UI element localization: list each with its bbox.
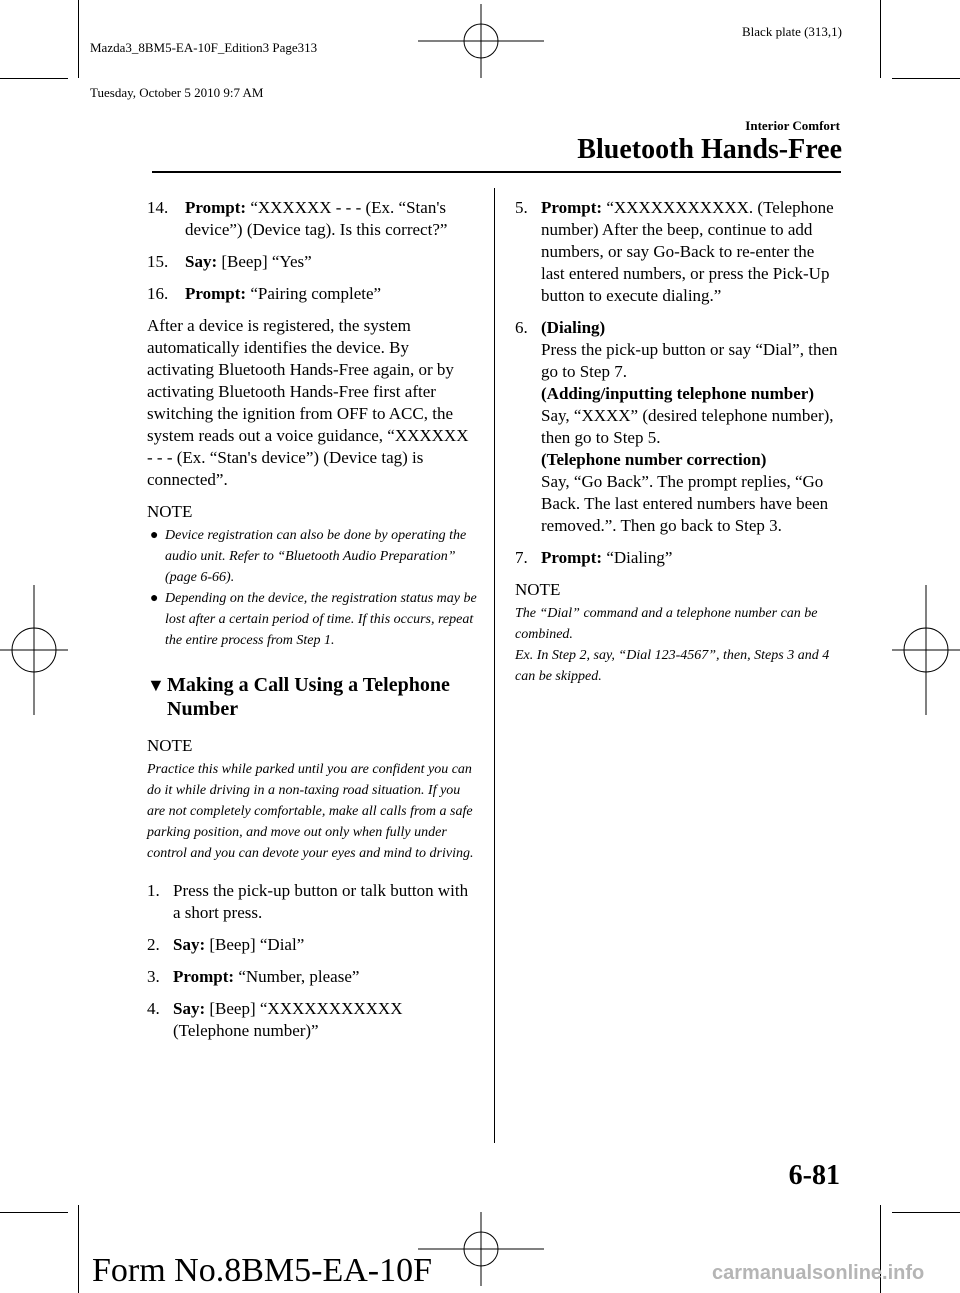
- crop-mark: [78, 0, 79, 78]
- note-text: The “Dial” command and a telephone number can be combined.: [515, 606, 818, 642]
- note-text: Practice this while parked until you are confident you can do it while driving in a non-taxing road situation. If you are not completely comfortable, make all calls from a safe parking position, and move out only when fully under control and you can devote your eyes and mind to driving.: [147, 762, 474, 861]
- step-6: [515, 317, 840, 537]
- step-text: “Dialing”: [606, 548, 673, 567]
- left-column: [147, 197, 477, 1052]
- registration-mark-right: [892, 585, 960, 715]
- note-heading: NOTE: [147, 736, 193, 755]
- note-bullet-text: Depending on the device, the registration status may be lost after a certain period of time. If this occurs, repeat the entire process from Step 1.: [165, 591, 477, 648]
- registration-mark-left: [0, 585, 68, 715]
- step-text: [Beep] “Dial”: [209, 935, 305, 954]
- page-number: 6-81: [788, 1160, 840, 1191]
- section-heading-text: Making a Call Using a Telephone Number: [167, 674, 450, 720]
- step-number: 15.: [147, 252, 169, 271]
- step-number: 3.: [147, 967, 160, 986]
- note-bullet-text: Device registration can also be done by operating the audio unit. Refer to “Bluetooth Audio Preparation” (page 6-66).: [165, 528, 467, 585]
- crop-mark: [880, 0, 881, 78]
- plate-label: Black plate (313,1): [742, 24, 842, 39]
- note-heading: NOTE: [147, 502, 193, 521]
- step-label: Prompt:: [173, 967, 235, 986]
- form-number: Form No.8BM5-EA-10F: [92, 1252, 433, 1289]
- print-meta-line2: Tuesday, October 5 2010 9:7 AM: [90, 85, 264, 100]
- print-meta: [90, 10, 317, 115]
- step-text: “XXXXXX - - - (Ex. “Stan's device”) (Device tag). Is this correct?”: [185, 198, 448, 239]
- registration-mark-top: [418, 4, 544, 78]
- bullet-icon: ●: [150, 591, 159, 606]
- crop-mark: [0, 78, 68, 79]
- section-heading: [147, 673, 477, 721]
- column-divider: [494, 188, 495, 1143]
- step-label: Prompt:: [541, 548, 603, 567]
- step-14: [147, 197, 477, 241]
- adding-number-text: Say, “XXXX” (desired telephone number), then go to Step 5.: [541, 406, 834, 447]
- step-1: [147, 880, 477, 924]
- note-text: Ex. In Step 2, say, “Dial 123-4567”, then, Steps 3 and 4 can be skipped.: [515, 648, 830, 684]
- step-text: [Beep] “Yes”: [221, 252, 312, 271]
- registration-mark-bottom: [418, 1212, 544, 1286]
- step-2: [147, 934, 477, 956]
- bullet-icon: ●: [150, 528, 159, 543]
- crop-mark: [892, 1212, 960, 1213]
- step-label: Say:: [185, 252, 218, 271]
- step-16: [147, 283, 477, 305]
- step-15: [147, 251, 477, 273]
- note-bullet: [147, 525, 477, 588]
- page-title: Bluetooth Hands-Free: [577, 134, 842, 165]
- step-text: Press the pick-up button or talk button with a short press.: [173, 881, 469, 922]
- header-rule: [152, 171, 841, 173]
- step-label: Say:: [173, 935, 206, 954]
- right-column: [515, 197, 840, 687]
- step-7: [515, 547, 840, 569]
- step-number: 5.: [515, 198, 528, 217]
- step-label: Prompt:: [185, 198, 247, 217]
- step-number: 6.: [515, 318, 528, 337]
- step-number: 2.: [147, 935, 160, 954]
- step-label: Prompt:: [185, 284, 247, 303]
- step-label: Prompt:: [541, 198, 603, 217]
- step-4: [147, 998, 477, 1042]
- step-label: Say:: [173, 999, 206, 1018]
- crop-mark: [78, 1205, 79, 1293]
- step-number: 14.: [147, 198, 169, 217]
- dialing-text: Press the pick-up button or say “Dial”, then go to Step 7.: [541, 340, 838, 381]
- correction-title: (Telephone number correction): [541, 450, 767, 469]
- step-number: 7.: [515, 548, 528, 567]
- note-heading: NOTE: [515, 580, 561, 599]
- adding-number-title: (Adding/inputting telephone number): [541, 384, 814, 403]
- crop-mark: [892, 78, 960, 79]
- step-number: 4.: [147, 999, 160, 1018]
- watermark: carmanualsonline.info: [712, 1262, 925, 1284]
- step-number: 1.: [147, 881, 160, 900]
- step-3: [147, 966, 477, 988]
- step-text: “Number, please”: [238, 967, 360, 986]
- registration-paragraph: After a device is registered, the system automatically identifies the device. By activating Bluetooth Hands-Free again, or by activating Bluetooth Hands-Free first after switching the ignition from OFF to ACC, the system reads out a voice guidance, “XXXXXX - - - (Ex. “Stan's device”) (Device tag) is connected”.: [147, 316, 469, 489]
- note-bullet: [147, 588, 477, 651]
- crop-mark: [0, 1212, 68, 1213]
- step-5: [515, 197, 840, 307]
- dialing-title: (Dialing): [541, 318, 606, 337]
- print-meta-line1: Mazda3_8BM5-EA-10F_Edition3 Page313: [90, 40, 318, 55]
- triangle-down-icon: ▼: [147, 675, 165, 695]
- section-label: Interior Comfort: [745, 118, 840, 133]
- step-text: “XXXXXXXXXXX. (Telephone number) After the beep, continue to add numbers, or say Go-Back to re-enter the last entered numbers, or press the Pick-Up button to execute dialing.”: [541, 198, 834, 305]
- step-text: “Pairing complete”: [250, 284, 382, 303]
- step-number: 16.: [147, 284, 169, 303]
- step-text: [Beep] “XXXXXXXXXXX (Telephone number)”: [173, 999, 403, 1040]
- correction-text: Say, “Go Back”. The prompt replies, “Go Back. The last entered numbers have been removed.”. Then go back to Step 3.: [541, 472, 829, 535]
